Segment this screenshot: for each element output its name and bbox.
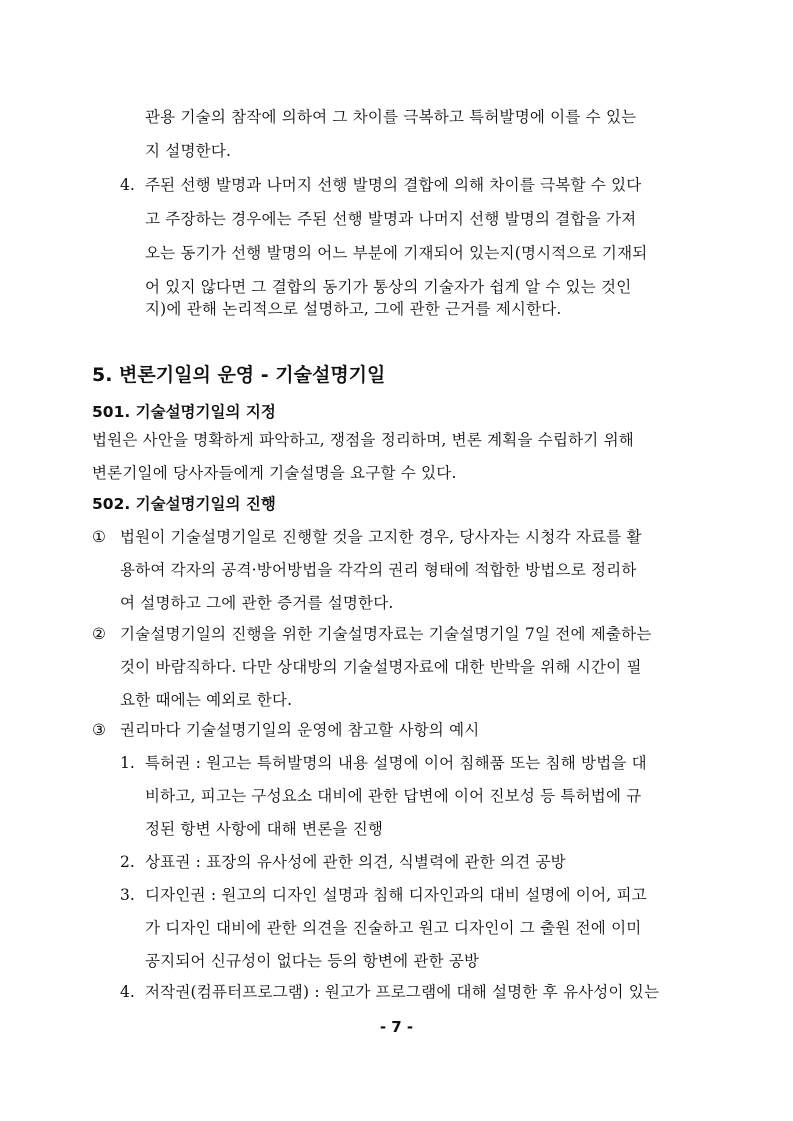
sub-1-line-1: 특허권 : 원고는 특허발명의 내용 설명에 이어 침해품 또는 침해 방법을 대 [145, 754, 647, 772]
item-4-line-5: 지)에 관해 논리적으로 설명하고, 그에 관한 근거를 제시한다. [145, 300, 562, 318]
continuation-line-1: 관용 기술의 참작에 의하여 그 차이를 극복하고 특허발명에 이를 수 있는 [145, 108, 637, 126]
para-2-line-2: 것이 바람직하다. 다만 상대방의 기술설명자료에 대한 반박을 위해 시간이 필 [120, 658, 642, 676]
sub-1-line-2: 비하고, 피고는 구성요소 대비에 관한 답변에 이어 진보성 등 특허법에 규 [145, 787, 642, 805]
para-2-line-3: 요한 때에는 예외로 한다. [120, 691, 293, 709]
section-5-heading: 5. 변론기일의 운영 - 기술설명기일 [92, 364, 386, 386]
para-1-line-1: 법원이 기술설명기일로 진행할 것을 고지한 경우, 당사자는 시청각 자료를 활 [120, 528, 642, 546]
sub-1-marker: 1. [120, 754, 135, 772]
para-1-line-2: 용하여 각자의 공격·방어방법을 각각의 권리 형태에 적합한 방법으로 정리하 [120, 561, 637, 579]
sub-3-line-3: 공지되어 신규성이 없다는 등의 항변에 관한 공방 [145, 952, 480, 970]
sub-3-marker: 3. [120, 886, 135, 904]
item-4-line-1: 주된 선행 발명과 나머지 선행 발명의 결합에 의해 차이를 극복할 수 있다 [145, 176, 642, 194]
item-4-line-2: 고 주장하는 경우에는 주된 선행 발명과 나머지 선행 발명의 결합을 가져 [145, 210, 637, 228]
section-502-heading: 502. 기술설명기일의 진행 [92, 495, 276, 513]
sub-2-line-1: 상표권 : 표장의 유사성에 관한 의견, 식별력에 관한 의견 공방 [145, 853, 566, 871]
para-3-marker: ③ [92, 721, 106, 739]
sub-3-line-2: 가 디자인 대비에 관한 의견을 진술하고 원고 디자인이 그 출원 전에 이미 [145, 919, 642, 937]
section-501-heading: 501. 기술설명기일의 지정 [92, 403, 276, 421]
para-3-line-1: 권리마다 기술설명기일의 운영에 참고할 사항의 예시 [120, 721, 480, 739]
sub-3-line-1: 디자인권 : 원고의 디자인 설명과 침해 디자인과의 대비 설명에 이어, 피고 [145, 886, 647, 904]
section-501-line-2: 변론기일에 당사자들에게 기술설명을 요구할 수 있다. [92, 464, 457, 482]
para-2-line-1: 기술설명기일의 진행을 위한 기술설명자료는 기술설명기일 7일 전에 제출하는 [120, 625, 652, 643]
sub-4-line-1: 저작권(컴퓨터프로그램) : 원고가 프로그램에 대해 설명한 후 유사성이 있는 [145, 983, 660, 1001]
sub-2-marker: 2. [120, 853, 135, 871]
para-1-line-3: 여 설명하고 그에 관한 증거를 설명한다. [120, 594, 394, 612]
item-4-marker: 4. [120, 176, 135, 194]
item-4-line-4: 어 있지 않다면 그 결합의 동기가 통상의 기술자가 쉽게 알 수 있는 것인 [145, 278, 632, 296]
section-501-line-1: 법원은 사안을 명확하게 파악하고, 쟁점을 정리하며, 변론 계획을 수립하기 위해 [92, 431, 634, 449]
continuation-line-2: 지 설명한다. [145, 142, 232, 160]
sub-1-line-3: 정된 항변 사항에 대해 변론을 진행 [145, 820, 384, 838]
para-2-marker: ② [92, 625, 106, 643]
item-4-line-3: 오는 동기가 선행 발명의 어느 부분에 기재되어 있는지(명시적으로 기재되 [145, 244, 648, 262]
sub-4-marker: 4. [120, 983, 135, 1001]
page-number: - 7 - [379, 1018, 414, 1036]
para-1-marker: ① [92, 528, 106, 546]
